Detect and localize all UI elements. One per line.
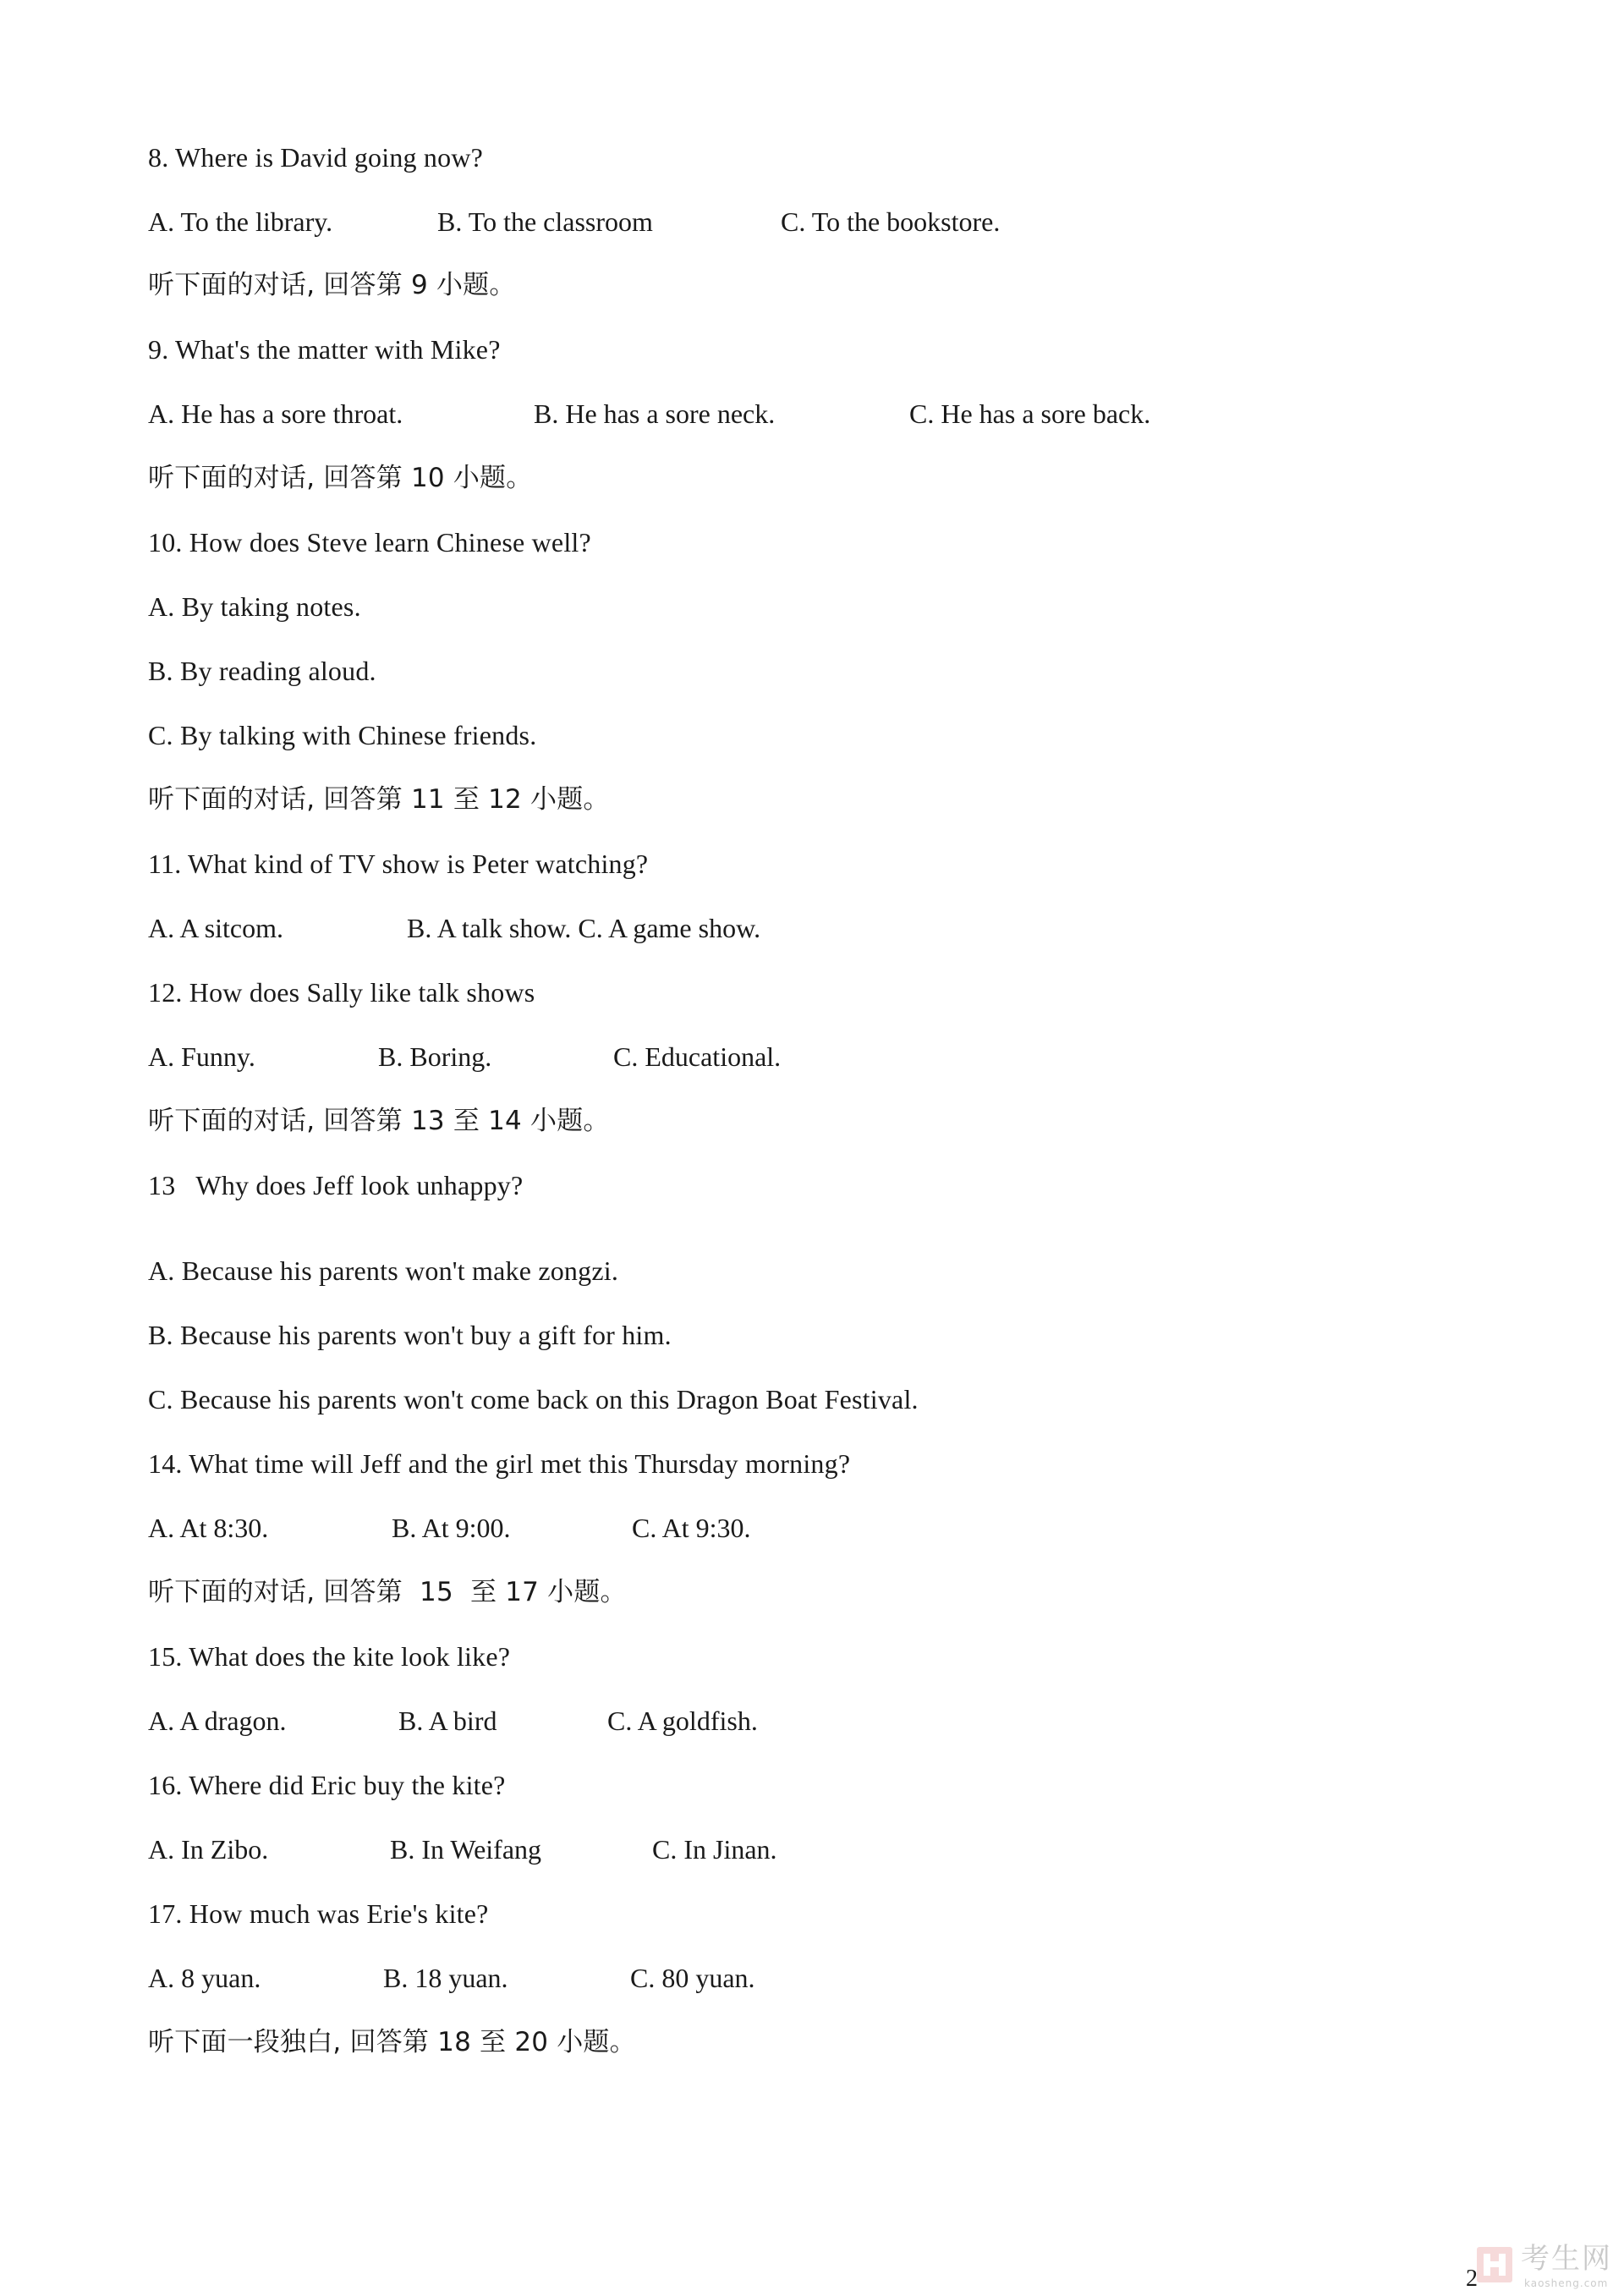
question-10: 10. How does Steve learn Chinese well?	[148, 527, 591, 558]
option-b: B. To the classroom	[437, 206, 653, 237]
option-a: A. 8 yuan.	[148, 1963, 261, 1993]
option-b: B. By reading aloud.	[148, 656, 376, 686]
watermark-url: kaosheng.com	[1524, 2277, 1609, 2289]
option-c: C. To the bookstore.	[781, 206, 1001, 237]
option-a: A. Because his parents won't make zongzi.	[148, 1255, 619, 1286]
option-b: B. Because his parents won't buy a gift for him.	[148, 1320, 672, 1350]
section-instruction: 听下面的对话, 回答第 13 至 14 小题。	[148, 1106, 610, 1136]
question-9-options	[148, 397, 1417, 431]
option-c: C. At 9:30.	[632, 1513, 751, 1543]
question-14: 14. What time will Jeff and the girl met this Thursday morning?	[148, 1448, 851, 1479]
section-instruction: 听下面的对话, 回答第 10 小题。	[148, 463, 533, 493]
question-11-options	[148, 911, 1417, 945]
section-instruction: 听下面的对话, 回答第 11 至 12 小题。	[148, 784, 610, 815]
option-a: A. He has a sore throat.	[148, 398, 403, 429]
option-a: A. To the library.	[148, 206, 333, 237]
watermark-text: 考生网	[1521, 2242, 1612, 2276]
option-c: C. In Jinan.	[652, 1834, 777, 1865]
section-instruction: 听下面一段独白, 回答第 18 至 20 小题。	[148, 2027, 636, 2057]
option-b: B. Boring.	[378, 1041, 492, 1072]
option-c: C. Because his parents won't come back on this Dragon Boat Festival.	[148, 1384, 919, 1414]
kaosheng-logo-icon	[1473, 2244, 1516, 2286]
option-a: A. Funny.	[148, 1041, 255, 1072]
option-c: C. Educational.	[613, 1041, 782, 1072]
question-14-options	[148, 1511, 1417, 1545]
question-11: 11. What kind of TV show is Peter watching?	[148, 849, 649, 879]
option-c: C. He has a sore back.	[909, 398, 1151, 429]
question-9: 9. What's the matter with Mike?	[148, 334, 501, 365]
option-b: B. A bird	[398, 1706, 497, 1736]
option-b: B. In Weifang	[390, 1834, 542, 1865]
option-a: A. At 8:30.	[148, 1513, 269, 1543]
question-8: 8. Where is David going now?	[148, 142, 484, 173]
watermark	[1473, 2240, 1624, 2296]
option-b-c: B. A talk show. C. A game show.	[407, 913, 761, 943]
option-b: B. 18 yuan.	[383, 1963, 508, 1993]
question-12: 12. How does Sally like talk shows	[148, 977, 535, 1008]
question-16-options	[148, 1832, 1417, 1866]
section-instruction: 听下面的对话, 回答第 15 至 17 小题。	[148, 1577, 627, 1607]
question-16: 16. Where did Eric buy the kite?	[148, 1770, 506, 1800]
option-b: B. He has a sore neck.	[534, 398, 776, 429]
question-8-options	[148, 205, 1417, 239]
option-a: A. By taking notes.	[148, 591, 361, 622]
option-a: A. A sitcom.	[148, 913, 284, 943]
section-instruction: 听下面的对话, 回答第 9 小题。	[148, 270, 516, 300]
option-c: C. A goldfish.	[607, 1706, 758, 1736]
question-13: 13 Why does Jeff look unhappy?	[148, 1170, 524, 1200]
option-c: C. 80 yuan.	[630, 1963, 755, 1993]
page-number: 2	[1466, 2266, 1478, 2292]
question-15-options	[148, 1704, 1417, 1738]
option-a: A. In Zibo.	[148, 1834, 269, 1865]
option-c: C. By talking with Chinese friends.	[148, 720, 537, 750]
question-15: 15. What does the kite look like?	[148, 1641, 511, 1672]
option-a: A. A dragon.	[148, 1706, 287, 1736]
question-17: 17. How much was Erie's kite?	[148, 1898, 489, 1929]
option-b: B. At 9:00.	[392, 1513, 511, 1543]
question-17-options	[148, 1961, 1417, 1995]
question-12-options	[148, 1040, 1417, 1074]
